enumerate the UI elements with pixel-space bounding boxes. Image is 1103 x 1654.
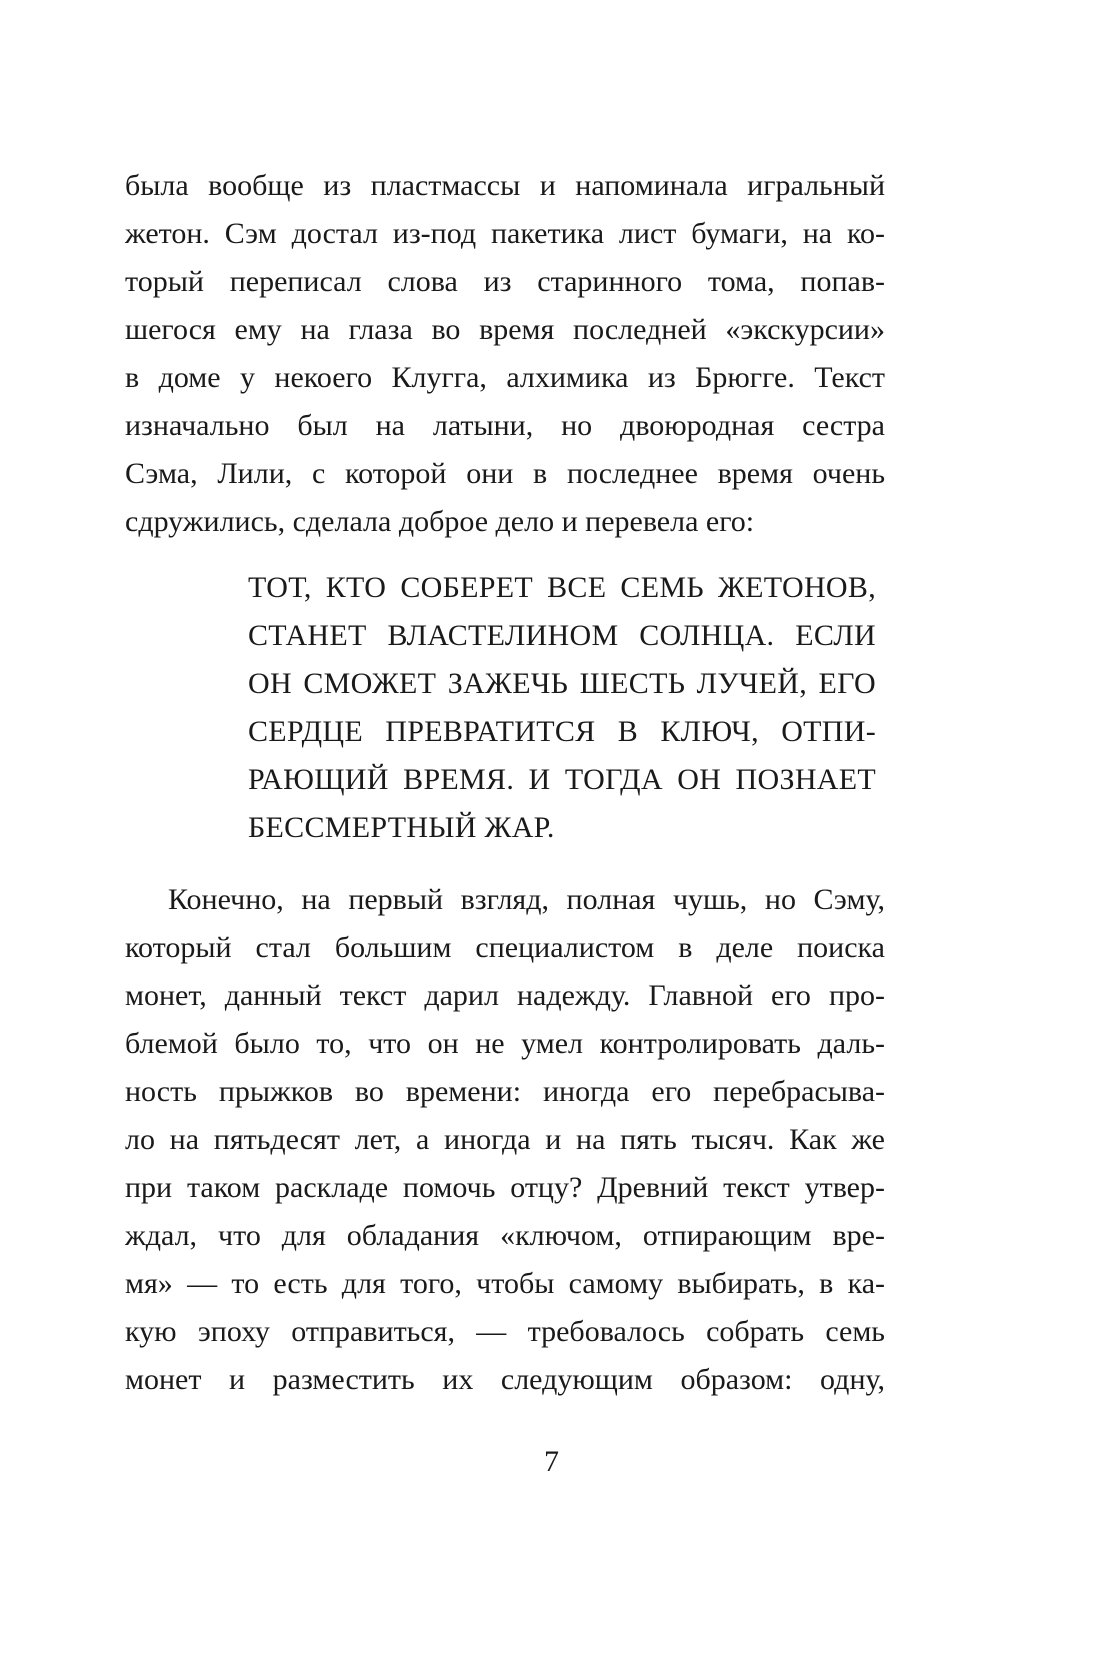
text-line: который стал большим специалистом в деле поиска bbox=[125, 931, 885, 964]
quote-line: ОН СМОЖЕТ ЗАЖЕЧЬ ШЕСТЬ ЛУЧЕЙ, ЕГО bbox=[248, 667, 876, 700]
text-line: мя» — то есть для того, чтобы самому выбирать, в ка- bbox=[125, 1267, 885, 1300]
text-line: ло на пятьдесят лет, а иногда и на пять тысяч. Как же bbox=[125, 1123, 885, 1156]
text-line: монет и разместить их следующим образом: одну, bbox=[125, 1363, 885, 1396]
text-line: блемой было то, что он не умел контролировать даль- bbox=[125, 1027, 885, 1060]
quote-line: БЕССМЕРТНЫЙ ЖАР. bbox=[248, 811, 555, 844]
text-line: ждал, что для обладания «ключом, отпирающим вре- bbox=[125, 1219, 885, 1252]
text-line: шегося ему на глаза во время последней «экскурсии» bbox=[125, 313, 885, 346]
text-line: кую эпоху отправиться, — требовалось собрать семь bbox=[125, 1315, 885, 1348]
quote-line: СЕРДЦЕ ПРЕВРАТИТСЯ В КЛЮЧ, ОТПИ- bbox=[248, 715, 876, 748]
page-number: 7 bbox=[544, 1445, 559, 1478]
text-line: жетон. Сэм достал из-под пакетика лист бумаги, на ко- bbox=[125, 217, 885, 250]
quote-line: СТАНЕТ ВЛАСТЕЛИНОМ СОЛНЦА. ЕСЛИ bbox=[248, 619, 876, 652]
text-line: Сэма, Лили, с которой они в последнее время очень bbox=[125, 457, 885, 490]
text-line: монет, данный текст дарил надежду. Главной его про- bbox=[125, 979, 885, 1012]
text-line: была вообще из пластмассы и напоминала игральный bbox=[125, 169, 885, 202]
text-line: в доме у некоего Клугга, алхимика из Брюгге. Текст bbox=[125, 361, 885, 394]
quote-line: ТОТ, КТО СОБЕРЕТ ВСЕ СЕМЬ ЖЕТОНОВ, bbox=[248, 571, 876, 604]
text-line: изначально был на латыни, но двоюродная сестра bbox=[125, 409, 885, 442]
text-line: сдружились, сделала доброе дело и перевела его: bbox=[125, 505, 755, 538]
text-line: Конечно, на первый взгляд, полная чушь, но Сэму, bbox=[168, 883, 885, 916]
quote-line: РАЮЩИЙ ВРЕМЯ. И ТОГДА ОН ПОЗНАЕТ bbox=[248, 763, 876, 796]
text-line: торый переписал слова из старинного тома, попав- bbox=[125, 265, 885, 298]
text-line: ность прыжков во времени: иногда его перебрасыва- bbox=[125, 1075, 885, 1108]
text-line: при таком раскладе помочь отцу? Древний текст утвер- bbox=[125, 1171, 885, 1204]
